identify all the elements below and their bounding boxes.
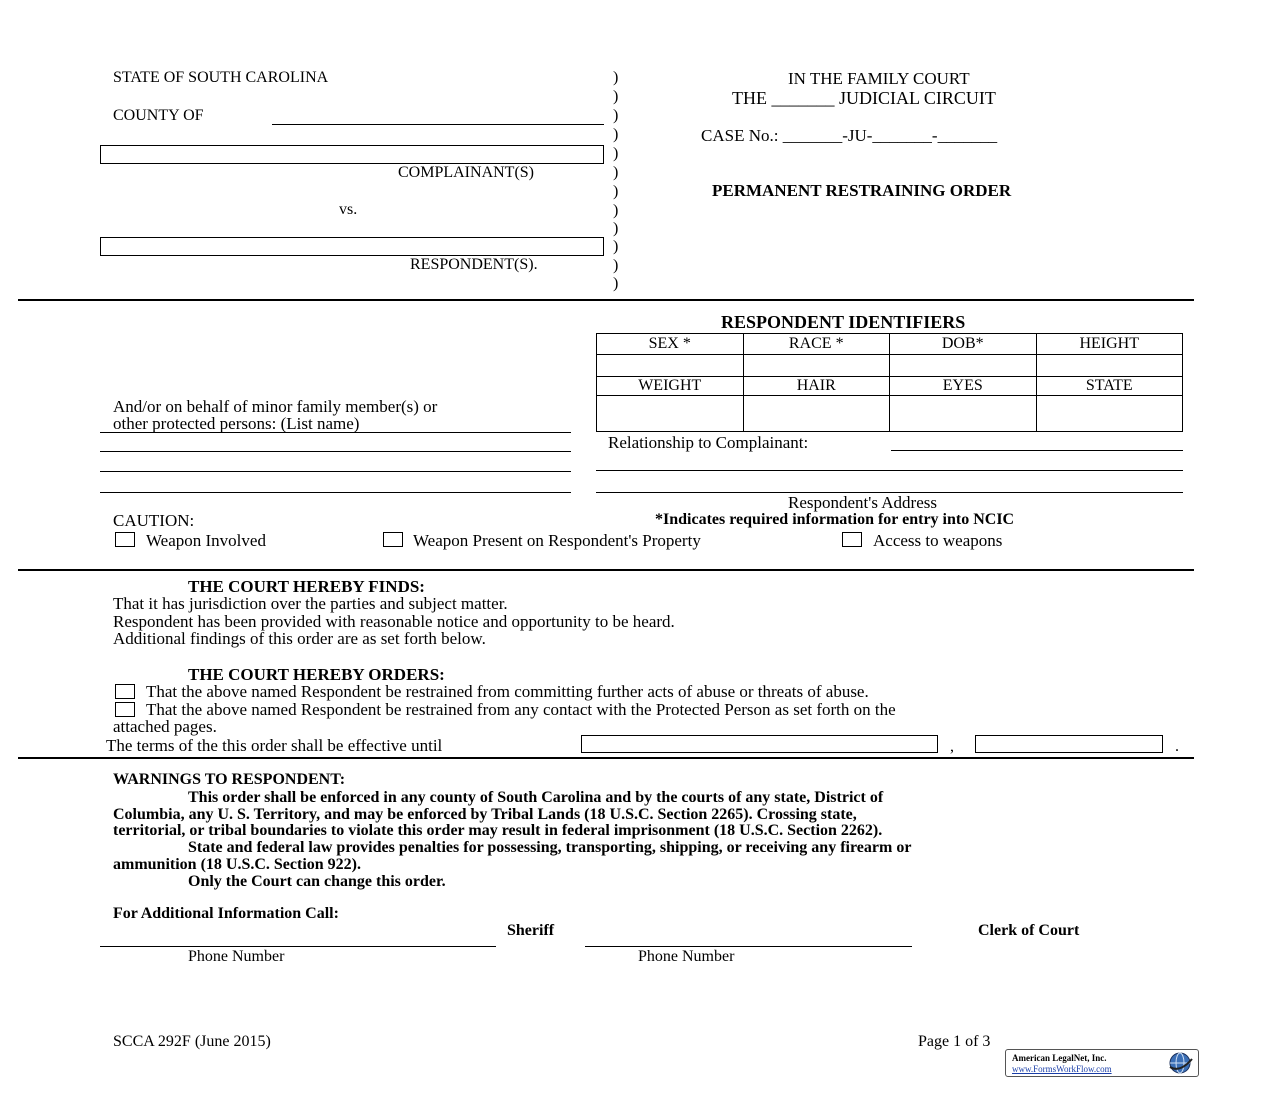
form-id: SCCA 292F (June 2015) [113, 1033, 271, 1050]
protected-line-1[interactable] [100, 432, 571, 433]
contact-label: For Additional Information Call: [113, 905, 339, 922]
complainant-field[interactable] [100, 145, 604, 164]
identifiers-table [596, 333, 1183, 432]
respondent-label: RESPONDENT(S). [410, 256, 538, 273]
complainant-label: COMPLAINANT(S) [398, 164, 534, 181]
sheriff-label: Sheriff [507, 922, 555, 939]
effective-date-field[interactable] [581, 735, 938, 753]
protected-line-3[interactable] [100, 471, 571, 472]
eyes-header: EYES [890, 377, 1037, 396]
legalnet-logo [1005, 1049, 1199, 1077]
effective-label: The terms of the this order shall be effective until [106, 736, 443, 755]
globe-icon [1166, 1051, 1194, 1075]
findings-heading: THE COURT HEREBY FINDS: [188, 577, 425, 596]
warnings-heading: WARNINGS TO RESPONDENT: [113, 771, 346, 788]
state-cell[interactable] [1036, 396, 1183, 432]
dob-header: DOB* [890, 334, 1037, 355]
weight-cell[interactable] [597, 396, 744, 432]
weapon-involved-label: Weapon Involved [146, 531, 266, 550]
address-label: Respondent's Address [788, 493, 937, 512]
vs-label: vs. [339, 201, 358, 218]
county-label: COUNTY OF [113, 107, 204, 124]
respondent-field[interactable] [100, 237, 604, 256]
warning-1-line-1: This order shall be enforced in any county of South Carolina and by the courts of any state, District of [188, 789, 884, 806]
order-1-text: That the above named Respondent be restrained from committing further acts of abuse or threats of abuse. [146, 682, 869, 701]
effective-comma: , [950, 738, 954, 755]
logo-company: American LegalNet, Inc. [1012, 1053, 1107, 1063]
clerk-label: Clerk of Court [978, 922, 1080, 939]
access-weapons-checkbox[interactable] [842, 532, 862, 547]
finding-1: That it has jurisdiction over the parties and subject matter. [113, 594, 508, 613]
identifiers-title: RESPONDENT IDENTIFIERS [721, 312, 966, 332]
order-2-checkbox[interactable] [115, 702, 135, 717]
finding-2: Respondent has been provided with reasonable notice and opportunity to be heard. [113, 612, 675, 631]
warning-1-line-3: territorial, or tribal boundaries to violate this order may result in federal imprisonment (18 U.S.C. Section 2262). [113, 822, 883, 839]
order-2-text-cont: attached pages. [113, 717, 217, 736]
phone-label-2: Phone Number [638, 948, 735, 965]
warning-1-line-2: Columbia, any U. S. Territory, and may be enforced by Tribal Lands (18 U.S.C. Section 2265). Crossing state, [113, 806, 857, 823]
logo-url[interactable]: www.FormsWorkFlow.com [1012, 1064, 1112, 1074]
order-2-text: That the above named Respondent be restrained from any contact with the Protected Person as set forth on the [146, 700, 896, 719]
order-1-checkbox[interactable] [115, 684, 135, 699]
relationship-field[interactable] [891, 450, 1183, 451]
hair-header: HAIR [743, 377, 890, 396]
protected-persons-label-1: And/or on behalf of minor family member(s) or [113, 397, 438, 416]
divider-1 [18, 299, 1194, 301]
eyes-cell[interactable] [890, 396, 1037, 432]
race-header: RACE * [743, 334, 890, 355]
orders-heading: THE COURT HEREBY ORDERS: [188, 665, 445, 684]
weapon-present-checkbox[interactable] [383, 532, 403, 547]
weapon-present-label: Weapon Present on Respondent's Property [413, 531, 701, 550]
sex-cell[interactable] [597, 355, 744, 377]
finding-3: Additional findings of this order are as set forth below. [113, 629, 486, 648]
clerk-phone-field[interactable] [585, 946, 912, 947]
relationship-label: Relationship to Complainant: [608, 433, 809, 452]
ncic-note: *Indicates required information for entry into NCIC [655, 511, 1015, 528]
address-line-1[interactable] [596, 470, 1183, 471]
court-name: IN THE FAMILY COURT [788, 69, 970, 88]
warning-2-line-2: ammunition (18 U.S.C. Section 922). [113, 856, 362, 873]
protected-line-2[interactable] [100, 451, 571, 452]
warning-3: Only the Court can change this order. [188, 873, 446, 890]
page-number: Page 1 of 3 [918, 1033, 991, 1050]
weight-header: WEIGHT [597, 377, 744, 396]
case-number: CASE No.: _______-JU-_______-_______ [701, 126, 998, 145]
race-cell[interactable] [743, 355, 890, 377]
state-label: STATE OF SOUTH CAROLINA [113, 69, 329, 86]
judicial-circuit: THE _______ JUDICIAL CIRCUIT [732, 88, 996, 108]
protected-persons-label-2: other protected persons: (List name) [113, 414, 360, 433]
effective-period: . [1175, 738, 1179, 755]
dob-cell[interactable] [890, 355, 1037, 377]
state-header: STATE [1036, 377, 1183, 396]
height-header: HEIGHT [1036, 334, 1183, 355]
effective-year-field[interactable] [975, 735, 1163, 753]
access-weapons-label: Access to weapons [873, 531, 1003, 550]
divider-2 [18, 569, 1194, 571]
hair-cell[interactable] [743, 396, 890, 432]
page-title: PERMANENT RESTRAINING ORDER [712, 181, 1012, 200]
sex-header: SEX * [597, 334, 744, 355]
divider-3 [18, 757, 1194, 759]
protected-line-4[interactable] [100, 492, 571, 493]
phone-label-1: Phone Number [188, 948, 285, 965]
sheriff-phone-field[interactable] [100, 946, 496, 947]
caution-label: CAUTION: [113, 511, 195, 530]
height-cell[interactable] [1036, 355, 1183, 377]
warning-2-line-1: State and federal law provides penalties for possessing, transporting, shipping, or receiving any firearm or [188, 839, 912, 856]
weapon-involved-checkbox[interactable] [115, 532, 135, 547]
county-field[interactable] [272, 124, 604, 125]
